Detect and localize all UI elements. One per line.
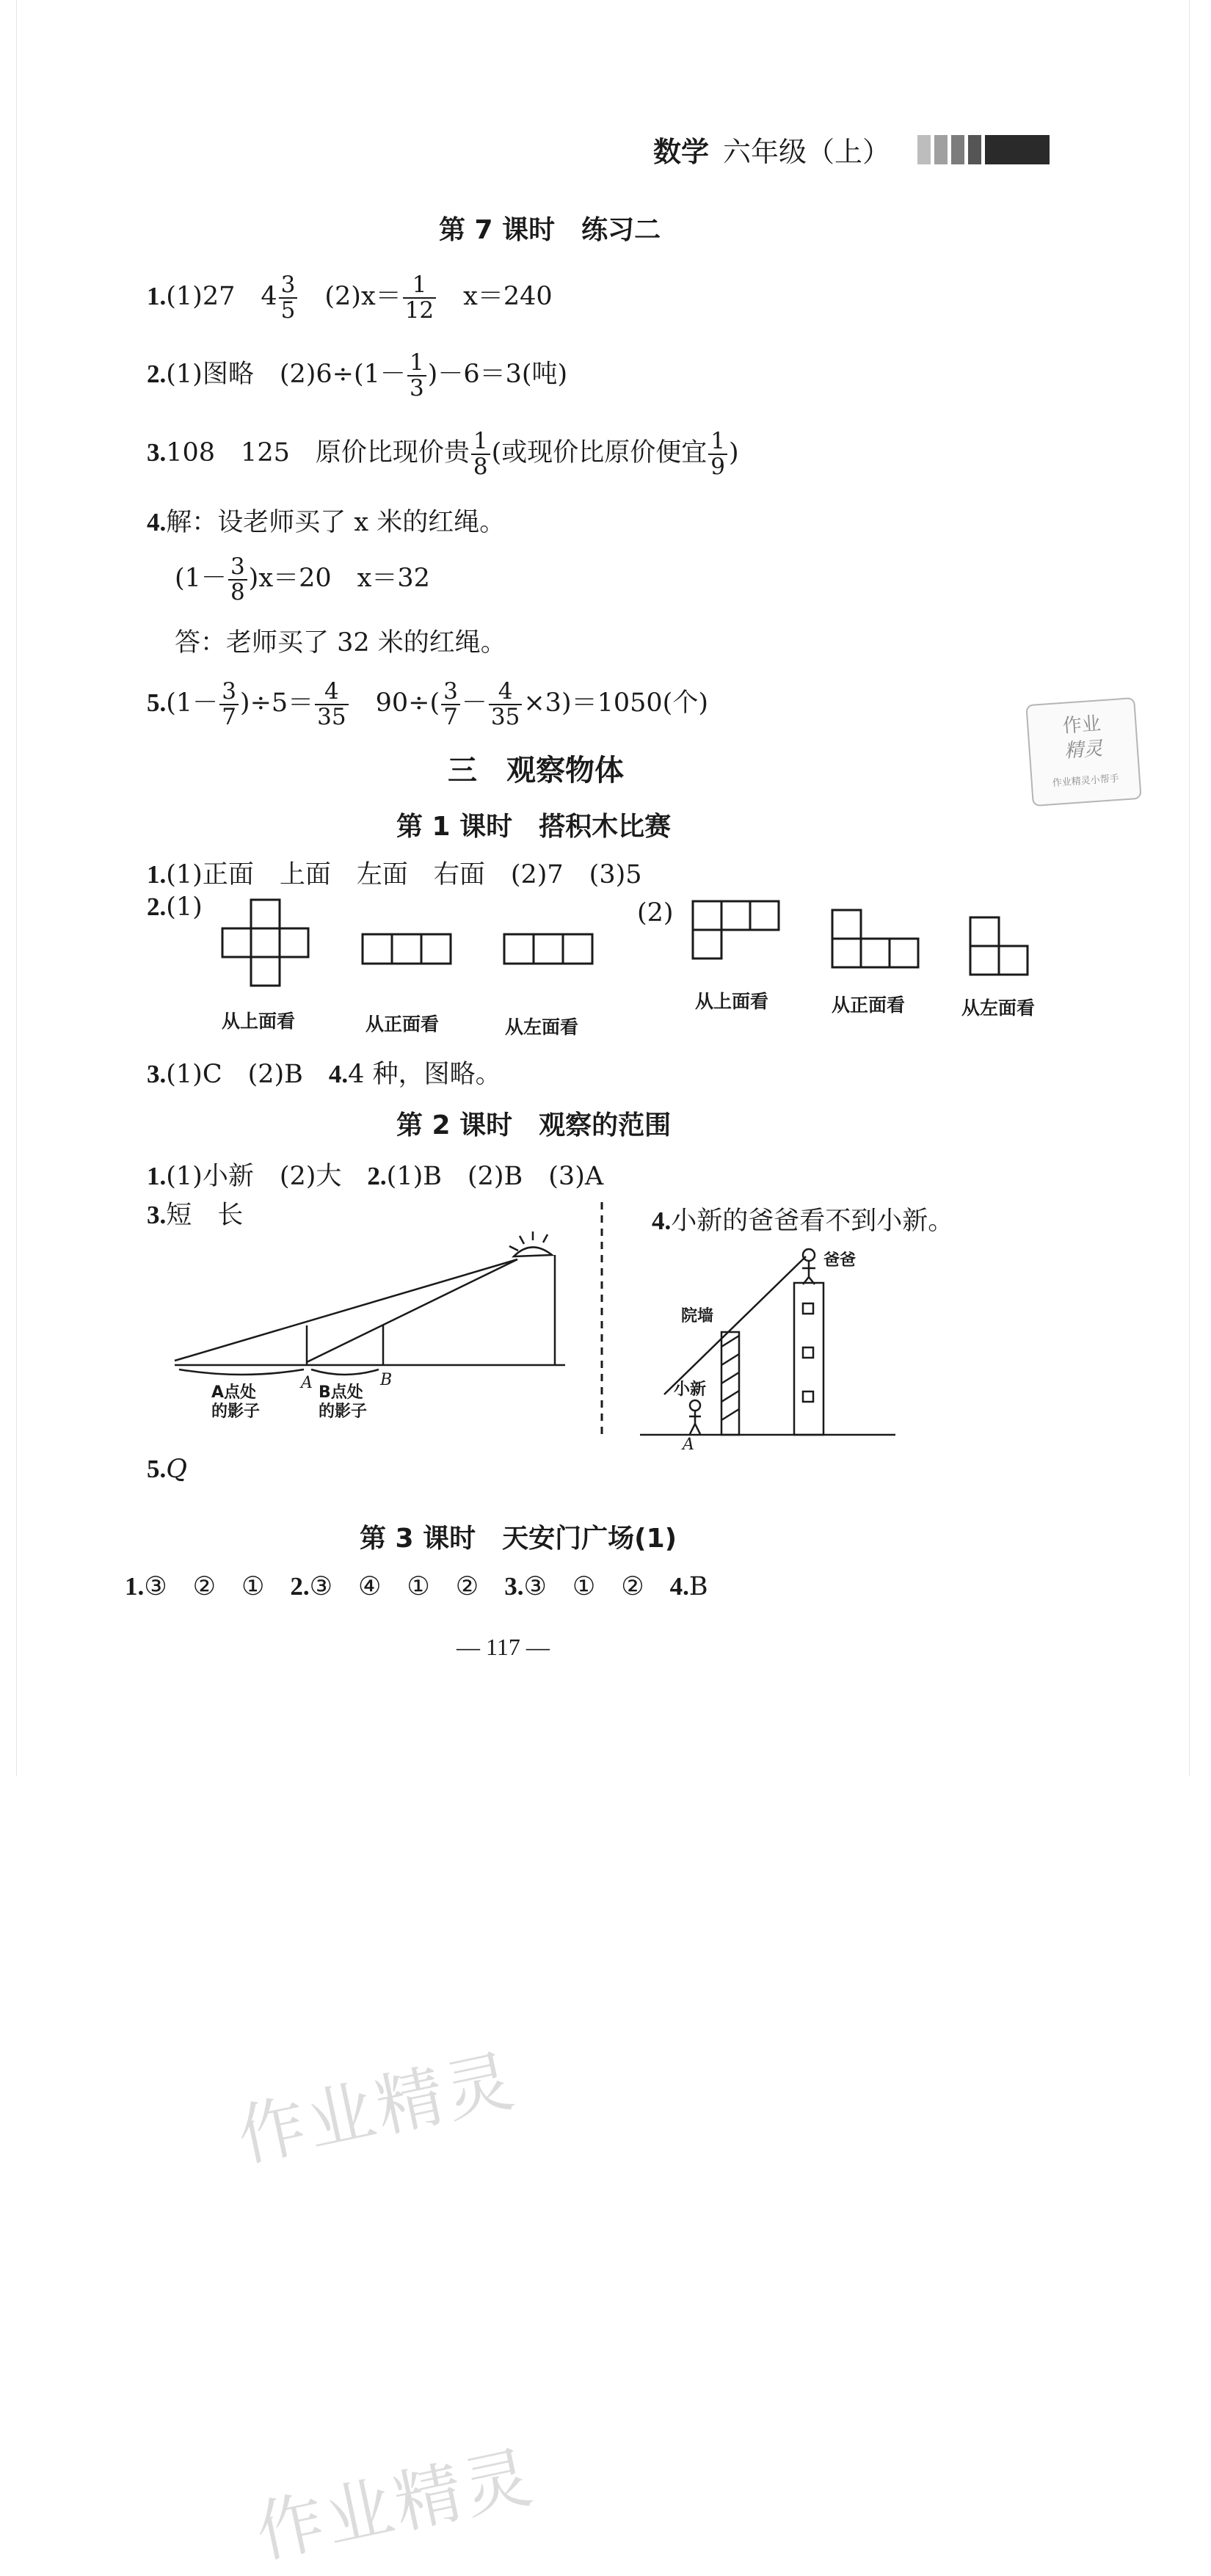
wall-label: 院墙 [681, 1307, 714, 1325]
dad-figure [803, 1249, 815, 1261]
question-number: 3. [147, 1060, 167, 1088]
lesson7-q4: 4.解：设老师买了 x 米的红绳。 [147, 508, 506, 537]
lesson7-q4-answer: 答：老师买了 32 米的红绳。 [175, 628, 506, 658]
shadow-figure [175, 1231, 565, 1375]
fraction: $\frac{1}{3}$ [407, 351, 426, 400]
wall-figure [640, 1249, 895, 1435]
question-number: 4. [652, 1207, 672, 1235]
lesson1-q2: 2.(1) [147, 892, 203, 922]
xiaoxin-label: 小新 [674, 1380, 707, 1399]
question-number: 3. [147, 438, 167, 467]
lesson2-q1: 1.(1)小新 (2)大 2.(1)B (2)B (3)A [147, 1162, 604, 1191]
question-number: 2. [290, 1572, 310, 1601]
xiaoxin-figure [690, 1400, 700, 1411]
lesson7-q5: 5.(1－ $\frac{3}{7}$ )÷5＝ $\frac{4}{35}$ 90÷( $\frac{3}{7}$ － $\frac{4}{35}$ ×3)＝1050(个) [147, 678, 708, 730]
lesson2-title: 第 2 课时 观察的范围 [396, 1110, 672, 1140]
page-number: — 117 — [457, 1634, 550, 1660]
fraction: $\frac{1}{8}$ [471, 429, 490, 479]
lesson7-title: 第 7 课时 练习二 [439, 215, 661, 245]
question-number: 2. [147, 892, 167, 921]
lesson7-q4-equation: (1－ $\frac{3}{8}$ )x＝20 x＝32 [175, 553, 430, 605]
question-number: 4. [328, 1060, 349, 1088]
question-number: 5. [147, 1455, 167, 1483]
question-number: 3. [147, 1201, 167, 1229]
view-caption: 从上面看 [222, 1011, 296, 1032]
question-number: 2. [367, 1162, 387, 1190]
fraction: $\frac{3}{8}$ [228, 555, 247, 604]
header-grade: 六年级（上） [723, 136, 891, 168]
lesson7-q1: 1.(1)27 4 $\frac{3}{5}$ (2)x＝ $\frac{1}{12}$ x＝240 [147, 272, 553, 324]
light-ray-b [307, 1259, 517, 1362]
view-caption: 从上面看 [695, 991, 769, 1012]
view-caption: 从正面看 [366, 1014, 440, 1035]
lesson2-q5: 5.Q [147, 1455, 187, 1484]
lesson2-q3: 3.短 长 [147, 1201, 244, 1230]
shadow-a-caption: A点处 [211, 1383, 257, 1402]
lesson1-title: 第 1 课时 搭积木比赛 [396, 812, 672, 842]
lesson1-q1: 1.(1)正面 上面 左面 右面 (2)7 (3)5 [147, 860, 642, 889]
question-number: 3. [504, 1572, 524, 1601]
dad-label: 爸爸 [823, 1251, 857, 1270]
view-caption: 从左面看 [505, 1016, 579, 1038]
lesson2-q4: 4.小新的爸爸看不到小新。 [652, 1207, 954, 1236]
view-caption: 从正面看 [832, 994, 906, 1016]
question-number: 1. [147, 860, 167, 889]
shadow-a-caption: 的影子 [211, 1402, 261, 1421]
question-number: 1. [125, 1572, 145, 1601]
watermark: 作业精灵 [249, 2437, 542, 2573]
question-number: 5. [147, 688, 167, 718]
lesson3-answers: 1.③ ② ① 2.③ ④ ① ② 3.③ ① ② 4.B [125, 1572, 708, 1601]
fraction: $\frac{4}{35}$ [315, 680, 348, 729]
question-number: 4. [669, 1572, 689, 1601]
fraction: $\frac{1}{9}$ [708, 429, 727, 479]
fraction: $\frac{3}{5}$ [279, 273, 298, 322]
point-a-label: A [683, 1436, 694, 1454]
stamp: 作业 精灵 作业精灵小帮手 [1025, 697, 1141, 807]
lesson1-q3: 3.(1)C (2)B 4.4 种，图略。 [147, 1060, 501, 1089]
fraction: $\frac{1}{12}$ [403, 273, 436, 322]
light-ray-a [175, 1259, 517, 1361]
shadow-b-caption: 的影子 [319, 1402, 368, 1421]
building [794, 1283, 823, 1435]
question-number: 4. [147, 508, 167, 536]
shadow-b-caption: B点处 [319, 1383, 363, 1402]
lesson3-title: 第 3 课时 天安门广场(1) [360, 1524, 677, 1554]
question-number: 1. [147, 282, 167, 311]
lesson7-q3: 3.108 125 原价比现价贵 $\frac{1}{8}$ (或现价比原价便宜 $\frac{1}{9}$ ) [147, 428, 739, 480]
lamp-head [514, 1247, 552, 1256]
view-caption: 从左面看 [961, 997, 1036, 1019]
question-number: 2. [147, 360, 167, 389]
question-number: 1. [147, 1162, 167, 1190]
header-subject: 数学 [653, 136, 710, 168]
lesson1-q2-part2: (2) [637, 898, 674, 928]
fraction: $\frac{3}{7}$ [219, 680, 239, 729]
brace-b [311, 1369, 379, 1375]
fraction: $\frac{3}{7}$ [441, 680, 460, 729]
fraction: $\frac{4}{35}$ [489, 680, 522, 729]
brace-a [179, 1369, 304, 1375]
point-b-label: B [380, 1371, 393, 1389]
watermark: 作业精灵 [230, 2041, 523, 2177]
point-a-label: A [301, 1374, 313, 1392]
unit-title: 三 观察物体 [448, 754, 624, 787]
lesson7-q2: 2.(1)图略 (2)6÷(1－ $\frac{1}{3}$ )－6＝3(吨) [147, 349, 568, 401]
